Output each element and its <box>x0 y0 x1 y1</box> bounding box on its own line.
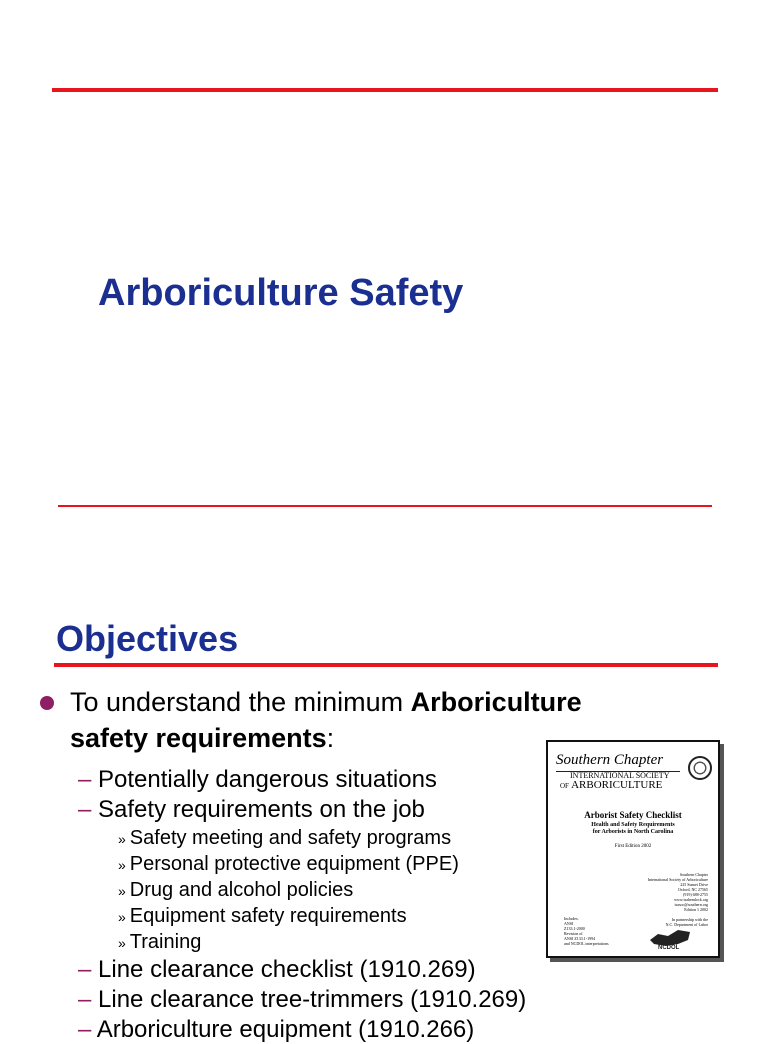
dash-item-text: Potentially dangerous situations <box>98 766 437 793</box>
dash-item-text: Line clearance checklist (1910.269) <box>98 956 476 983</box>
intro-bold-2: safety requirements <box>70 723 327 753</box>
isa-seal-icon <box>688 756 712 780</box>
thumb-header: Southern Chapter <box>556 752 664 768</box>
chevron-icon: » <box>118 935 126 951</box>
thumb-includes-line: ANSI <box>564 921 574 926</box>
safety-checklist-thumbnail <box>546 740 720 958</box>
thumb-includes-line: Revision of <box>564 931 583 936</box>
dash-icon: – <box>78 766 92 793</box>
sub-item-text: Personal protective equipment (PPE) <box>129 853 459 875</box>
thumb-org-name <box>560 779 662 791</box>
thumb-org-of: OF <box>560 782 569 790</box>
thumb-doc-subtitle-1: Health and Safety Requirements <box>591 822 675 828</box>
dash-item <box>78 986 526 1014</box>
thumb-contact-line: International Society of Arboriculture <box>647 877 708 882</box>
chevron-icon: » <box>118 883 126 899</box>
objectives-heading: Objectives <box>56 618 239 659</box>
dash-item <box>78 766 437 794</box>
thumb-contact-line: N.C. Department of Labor <box>665 922 708 927</box>
bullet-dot-icon <box>40 696 54 710</box>
dash-item-text: Line clearance tree-trimmers (1910.269) <box>98 986 527 1013</box>
sub-item <box>118 930 201 955</box>
sub-item <box>118 904 407 929</box>
sub-item-text: Training <box>129 931 202 953</box>
thumb-includes-line: ANSI Z133.1-1994 <box>564 936 596 941</box>
thumb-contact-line: (919) 688-2755 <box>683 892 708 897</box>
thumb-contact-line: isasoc@southern.org <box>674 902 708 907</box>
dash-item-text: Arboriculture equipment (1910.266) <box>96 1016 475 1043</box>
sub-item <box>118 852 459 877</box>
sub-item-text: Safety meeting and safety programs <box>129 827 452 849</box>
dash-item <box>78 796 425 824</box>
thumb-contact-line: 225 Sunset Drive <box>680 882 708 887</box>
sub-item-text: Drug and alcohol policies <box>129 879 354 901</box>
chevron-icon: » <box>118 857 126 873</box>
sub-item <box>118 878 353 903</box>
intro-bold-1: Arboriculture <box>410 687 582 717</box>
dash-item-text: Safety requirements on the job <box>98 796 425 823</box>
thumb-org-arboriculture: ARBORICULTURE <box>571 779 663 791</box>
middle-rule <box>58 505 712 507</box>
thumb-contact-line: Southern Chapter <box>679 872 708 877</box>
intro-plain: To understand the minimum <box>70 687 411 717</box>
thumb-contact-line: Oxford, NC 27565 <box>677 887 708 892</box>
thumb-contact-block <box>634 872 708 927</box>
ncdol-logo-icon <box>648 926 692 950</box>
chevron-icon: » <box>118 831 126 847</box>
slide-title: Arboriculture Safety <box>98 272 464 314</box>
thumb-doc-subtitle <box>548 822 718 836</box>
dash-item <box>78 956 476 984</box>
thumb-contact-line: www.isahemlock.org <box>674 897 708 902</box>
dash-icon: – <box>78 956 92 983</box>
sub-item-text: Equipment safety requirements <box>129 905 407 927</box>
ncdol-logo-text: NCDOL <box>658 945 680 950</box>
thumb-includes-line: Z133.1-2000 <box>564 926 585 931</box>
thumb-includes-block <box>564 916 614 946</box>
intro-colon: : <box>326 723 335 753</box>
thumb-org-line: INTERNATIONAL SOCIETY <box>570 771 670 780</box>
thumb-doc-subtitle-2: for Arborists in North Carolina <box>592 829 674 835</box>
dash-icon: – <box>78 1016 92 1043</box>
thumb-contact-line: Edition 1 2002 <box>684 907 708 912</box>
thumb-edition: First Edition 2002 <box>614 844 652 849</box>
dash-icon: – <box>78 986 92 1013</box>
thumb-contact-line: In partnership with the <box>671 917 708 922</box>
dash-item <box>78 1016 474 1044</box>
dash-icon: – <box>78 796 92 823</box>
objectives-rule <box>54 663 718 667</box>
objective-intro-line2 <box>70 722 334 754</box>
top-rule <box>52 88 718 92</box>
sub-item <box>118 826 451 851</box>
thumb-doc-title: Arborist Safety Checklist <box>584 810 682 820</box>
objective-intro-line1 <box>70 686 582 718</box>
thumb-includes-line: and NCDOL interpretations <box>564 941 609 946</box>
chevron-icon: » <box>118 909 126 925</box>
thumb-includes-line: Includes: <box>564 916 579 921</box>
